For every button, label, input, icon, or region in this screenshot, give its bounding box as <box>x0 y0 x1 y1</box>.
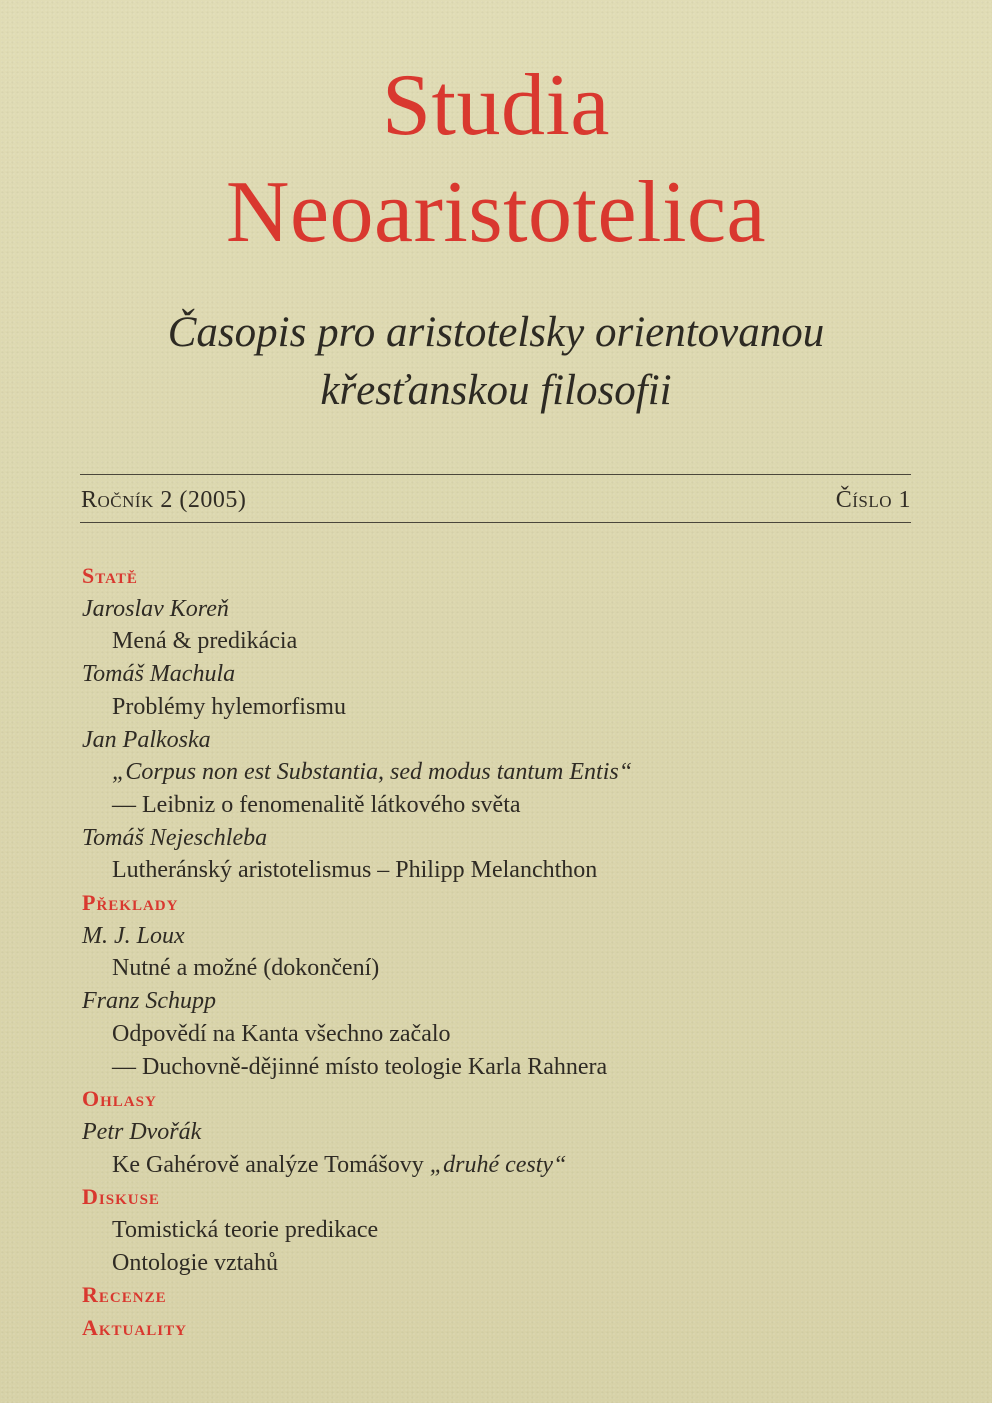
author-name: Jan Palkoska <box>82 726 211 753</box>
section-heading-recenze: Recenze <box>82 1282 167 1308</box>
author-name: M. J. Loux <box>82 922 185 949</box>
section-heading-aktuality: Aktuality <box>82 1315 187 1341</box>
journal-subtitle <box>0 304 992 420</box>
article-title-italic: „Corpus non est Substantia, sed modus tantum Entis“ <box>112 759 633 786</box>
title-line-2: Neoaristotelica <box>225 164 767 262</box>
subtitle-line-1: Časopis pro aristotelsky orientovanou <box>167 309 825 356</box>
article-title: Odpovědí na Kanta všechno začalo <box>112 1020 451 1047</box>
author-name: Tomáš Machula <box>82 661 236 688</box>
article-subtitle: — Leibniz o fenomenalitě látkového světa <box>112 791 521 818</box>
article-title: Mená & predikácia <box>112 628 298 655</box>
article-title <box>82 1149 922 1182</box>
section-heading-state: Statě <box>82 563 138 588</box>
article-title: Problémy hylemorfismu <box>112 693 346 720</box>
journal-title <box>0 52 992 267</box>
title-line-1: Studia <box>382 57 610 154</box>
volume-issue-line <box>81 480 911 520</box>
author-name: Petr Dvořák <box>82 1118 202 1145</box>
article-title-text: Ke Gahérově analýze Tomášovy <box>112 1151 424 1178</box>
article-title-italic: „druhé cesty“ <box>429 1151 567 1178</box>
subtitle-line-2: křesťanskou filosofii <box>320 367 672 415</box>
author-name: Franz Schupp <box>82 988 216 1015</box>
article-title: Tomistická teorie predikace <box>112 1217 379 1244</box>
rule-bottom-divider <box>80 522 911 523</box>
article-title: Nutné a možné (dokončení) <box>112 955 380 982</box>
volume-label: Ročník 2 (2005) <box>81 486 247 513</box>
author-name: Tomáš Nejeschleba <box>82 824 268 851</box>
article-title <box>82 756 922 789</box>
author-name: Jaroslav Koreň <box>82 595 229 622</box>
section-heading-diskuse: Diskuse <box>82 1184 160 1210</box>
rule-top-divider <box>80 474 911 475</box>
article-title: Ontologie vztahů <box>112 1249 278 1276</box>
article-subtitle: — Duchovně-dějinné místo teologie Karla Rahnera <box>112 1053 608 1080</box>
issue-label: Číslo 1 <box>835 486 911 513</box>
table-of-contents <box>82 560 922 1345</box>
section-heading-ohlasy: Ohlasy <box>82 1086 157 1112</box>
article-title: Lutheránský aristotelismus – Philipp Melanchthon <box>112 857 598 884</box>
section-heading-preklady: Překlady <box>82 890 179 916</box>
